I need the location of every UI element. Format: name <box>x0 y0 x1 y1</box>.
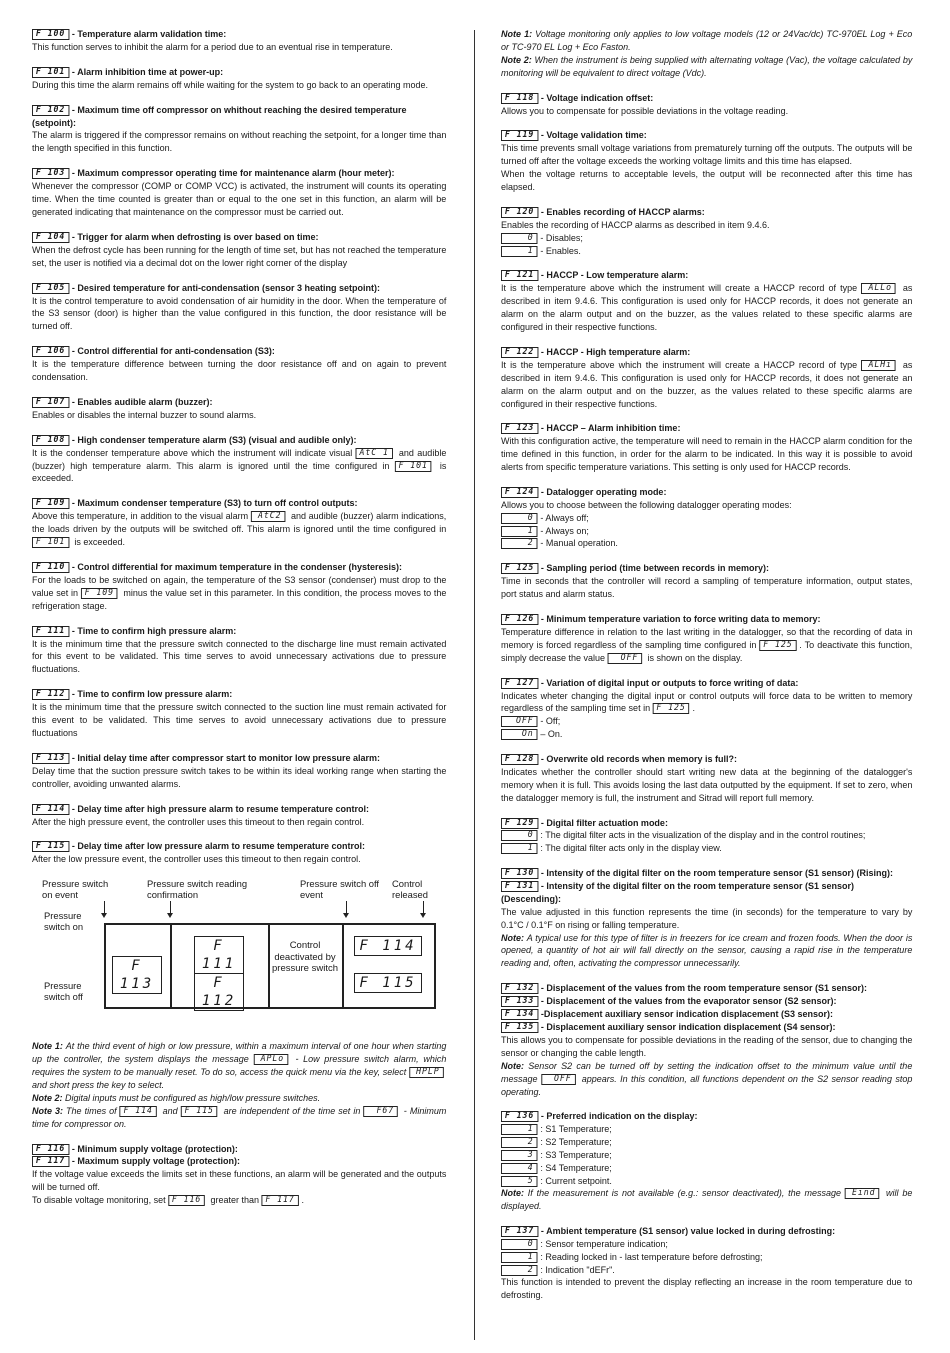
section-title: - Ambient temperature (S1 sensor) value locked in during defrosting: <box>540 1225 836 1237</box>
lcd-code: F 109 <box>81 588 118 599</box>
option-line <box>501 842 912 855</box>
option-line <box>501 1123 912 1136</box>
section-title: - HACCP - High temperature alarm: <box>540 345 691 357</box>
option-text: : S3 Temperature; <box>540 1148 612 1160</box>
diagram-arrow <box>423 901 424 915</box>
lcd-code: F 103 <box>32 168 69 179</box>
diagram-lcd: F 115 <box>354 973 422 993</box>
section-title: - Delay time after high pressure alarm to resume temperature control: <box>71 802 370 814</box>
section-heading <box>32 231 446 244</box>
option-text: - Off; <box>540 715 561 727</box>
section-heading <box>32 625 446 638</box>
section-title: - Alarm inhibition time at power-up: <box>71 65 224 77</box>
section-title: -Displacement auxiliary sensor indication displacement (S3 sensor): <box>540 1008 834 1020</box>
section-body: It is the temperature above which the instrument will create a HACCP record of type ALLo as described in item 9.4.6. This configuration is used only for HACCP records, it does not generate an alarm on the alarm output and on the buzzer, as the values related to these specific alarms are configured in their respective functions. <box>501 282 913 332</box>
lcd-code: F 111 <box>32 626 69 637</box>
option-text: : Reading locked in - last temperature before defrosting; <box>540 1250 763 1262</box>
note: Note 1: At the third event of high or low pressure, within a maximum interval of one hour when starting up the controller, the system displays the message APLo - Low pressure switch alarm, which requires the system to be manually reset. To do so, access the quick menu via the key, select HPLP and short press the key to select. <box>32 1040 447 1090</box>
lcd-code: F 102 <box>32 105 69 116</box>
parameter-section <box>501 422 912 474</box>
option-line <box>501 1175 912 1188</box>
lcd-code: F 114 <box>32 804 69 815</box>
diagram-top-label: Pressure switch off event <box>300 878 380 901</box>
section-body: This time prevents small voltage variations from prematurely turning off the outputs. The outputs will be turned off after the voltage exceeds the working voltage limits and this time has elapsed. <box>501 142 913 167</box>
option-text: : Current setpoint. <box>540 1174 612 1186</box>
diagram-arrow <box>170 901 171 915</box>
section-body: During this time the alarm remains off while waiting for the system to go back to an operating mode. <box>32 78 429 90</box>
section-heading <box>501 982 912 995</box>
lcd-code: F 108 <box>32 435 69 446</box>
lcd-code: F 119 <box>501 130 538 141</box>
section-body: Indicates wheter changing the digital input or control outputs will force data to be written to memory regardless of the sampling time set in F 125 . <box>501 689 913 714</box>
section-title: - Overwrite old records when memory is full?: <box>540 752 737 764</box>
parameter-section <box>32 66 446 92</box>
parameter-section <box>32 688 446 740</box>
section-body: This function serves to inhibit the alarm for a period due to an eventual rise in temperature. <box>32 40 393 52</box>
option-line <box>501 1149 912 1162</box>
lcd-code: OFF <box>608 653 643 664</box>
preferred-indication-section <box>501 1110 912 1213</box>
option-text: : Indication "dEFr". <box>540 1263 615 1275</box>
lcd-code: 4 <box>501 1163 537 1174</box>
option-line <box>501 1136 912 1149</box>
defrost-lock-section <box>501 1225 912 1302</box>
note: Note 2: Digital inputs must be configured as high/low pressure switches. <box>32 1091 321 1103</box>
diagram-top-label: Pressure switch on event <box>42 878 109 901</box>
option-line <box>501 1238 912 1251</box>
lcd-code: 2 <box>501 1265 537 1276</box>
section-body: Allows you to compensate for possible deviations in the voltage reading. <box>501 104 789 116</box>
parameter-section <box>32 282 446 334</box>
section-heading <box>501 880 912 906</box>
lcd-code: 5 <box>501 1176 537 1187</box>
lcd-code: HPLP <box>409 1067 444 1078</box>
section-title: - Maximum compressor operating time for maintenance alarm (hour meter): <box>71 167 395 179</box>
lcd-code: F67 <box>363 1106 398 1117</box>
lcd-code: On <box>501 729 537 740</box>
lcd-code: F 106 <box>32 346 69 357</box>
section-title: - High condenser temperature alarm (S3) (visual and audible only): <box>71 433 357 445</box>
lcd-code: F 125 <box>653 703 690 714</box>
parameter-section <box>501 269 912 334</box>
lcd-code: 0 <box>501 513 537 524</box>
section-heading <box>501 92 912 105</box>
note: Note 1: Voltage monitoring only applies to low voltage models (12 or 24Vac/dc) TC-970EL Log + Eco or TC-970 EL Log + Eco Faston. <box>501 28 913 52</box>
lcd-code: F 109 <box>32 498 69 509</box>
lcd-code: F 123 <box>501 423 538 434</box>
section-heading <box>501 562 912 575</box>
note-label: Note 1: <box>32 1040 66 1052</box>
section-body: It is the minimum time that the pressure switch connected to the suction line must remain activated for this event to be validated. This time serves to avoid unnecessary activations due to pressure fluctuations <box>32 701 447 738</box>
section-body: To disable voltage monitoring, set F 116 greater than F 117 . <box>32 1194 304 1206</box>
diagram-arrow <box>346 901 347 915</box>
section-title: - Initial delay time after compressor start to monitor low pressure alarm: <box>71 751 381 763</box>
section-heading <box>32 282 446 295</box>
diagram-lcd: F 114 <box>354 936 422 956</box>
section-body: Whenever the compressor (COMP or COMP VCC) is activated, the instrument will counts its operating time. When the time counted is greater than or equal to the one set in this function, an alarm will be generated indicating that maintenance on the compressor must be carried out. <box>32 180 447 217</box>
diagram-lcd: F 113 <box>112 956 162 994</box>
lcd-code: 0 <box>501 830 537 841</box>
note-label: Note 3: <box>32 1104 67 1116</box>
note-label: Note: <box>501 1059 529 1071</box>
diagram-side-on: Pressure switch on <box>44 910 84 933</box>
lcd-code: AtC 1 <box>356 448 393 459</box>
lcd-code: F 115 <box>32 841 69 852</box>
option-text: : S2 Temperature; <box>540 1136 612 1148</box>
lcd-code: ALHi <box>861 360 896 371</box>
section-heading <box>501 422 912 435</box>
parameter-section <box>501 346 912 411</box>
parameter-section <box>501 613 912 665</box>
section-title: - Voltage indication offset: <box>540 91 654 103</box>
lcd-code: F 105 <box>32 283 69 294</box>
lcd-code: F 136 <box>501 1111 538 1122</box>
note-label: Note 2: <box>32 1091 66 1103</box>
option-line <box>501 1251 912 1264</box>
section-body: Indicates whether the controller should start writing new data at the beginning of the datalogger's memory when it is full. This avoids losing the last data outputted by the equipment. If set to zero, when the datalogger memory is full, the instrument and Sitrad will report full memory. <box>501 765 913 803</box>
option-line <box>501 1264 912 1277</box>
lcd-code: 1 <box>501 1252 537 1263</box>
lcd-code: F 137 <box>501 1226 538 1237</box>
section-heading <box>32 434 446 447</box>
diagram-arrow <box>104 901 105 915</box>
filter-intensity-section <box>501 867 912 970</box>
section-title: - Displacement of the values from the room temperature sensor (S1 sensor): <box>540 982 868 994</box>
lcd-code: F 115 <box>181 1106 218 1117</box>
lcd-code: OFF <box>541 1074 576 1085</box>
lcd-code: 0 <box>501 233 537 244</box>
section-heading <box>32 396 446 409</box>
lcd-code: AtC2 <box>251 511 286 522</box>
lcd-code: F 101 <box>395 461 432 472</box>
parameter-section <box>501 562 912 601</box>
note-label: Note: <box>501 931 527 943</box>
section-body: Enables or disables the internal buzzer to sound alarms. <box>32 408 257 420</box>
section-heading <box>501 1110 912 1123</box>
option-line <box>501 525 912 538</box>
option-line <box>501 245 912 258</box>
lcd-code: F 107 <box>32 397 69 408</box>
section-title: - Maximum supply voltage (protection): <box>71 1155 240 1167</box>
lcd-code: F 133 <box>501 996 538 1007</box>
section-heading <box>501 1021 912 1034</box>
lcd-code: F 125 <box>501 563 538 574</box>
lcd-code: F 125 <box>759 640 796 651</box>
displacement-section <box>501 982 912 1098</box>
lcd-code: APLo <box>253 1054 288 1065</box>
lcd-code: F 117 <box>32 1156 69 1167</box>
supply-section <box>32 1143 446 1208</box>
section-heading <box>32 803 446 816</box>
section-heading <box>32 561 446 574</box>
lcd-code: F 135 <box>501 1022 538 1033</box>
lcd-code: F 124 <box>501 487 538 498</box>
section-body: The value adjusted in this function represents the time (in seconds) for the temperature to vary by 0.1°C / 0.1°F on rising or falling temperature. <box>501 905 913 930</box>
lcd-code: F 114 <box>120 1106 157 1117</box>
section-title: - Temperature alarm validation time: <box>71 28 227 39</box>
section-title: - Datalogger operating mode: <box>540 486 667 498</box>
lcd-code: F 134 <box>501 1009 538 1020</box>
lcd-code: F 117 <box>262 1195 299 1206</box>
note: Note: A typical use for this type of filter is in freezers for ice cream and frozen foods. When the door is opened, a quantity of hot air will fall directly on the sensor, causing a rapid rise in the temperature reading and, often, activating the compressor unnecessarily. <box>501 931 913 969</box>
option-text: - Disables; <box>540 231 583 243</box>
section-body: It is the minimum time that the pressure switch connected to the discharge line must remain activated for this event to be validated. This time serves to avoid unnecessary activations due to pressure fluctuations. <box>32 637 447 675</box>
option-text: : Sensor temperature indication; <box>540 1238 668 1250</box>
lcd-code: 2 <box>501 1137 537 1148</box>
option-line <box>501 512 912 525</box>
left-column <box>32 28 447 1219</box>
section-heading <box>501 613 912 626</box>
parameter-section <box>32 28 446 54</box>
lcd-code: F 113 <box>32 753 69 764</box>
section-title: - Intensity of the digital filter on the room temperature sensor (S1 sensor) (Rising): <box>540 867 893 879</box>
section-heading <box>501 346 912 359</box>
section-body: The alarm is triggered if the compressor remains on without reaching the setpoint, for a longer time than the length specified in this function. <box>32 129 447 154</box>
option-text: : The digital filter acts in the visualization of the display and in the control routines; <box>540 829 866 841</box>
diagram-side-off: Pressure switch off <box>44 980 83 1003</box>
option-text: - Manual operation. <box>540 537 618 549</box>
section-title: - Control differential for maximum temperature in the condenser (hysteresis): <box>71 561 403 572</box>
section-heading <box>501 269 912 282</box>
section-body: It is the temperature difference between turning the door resistance off and on again to prevent condensation. <box>32 358 447 383</box>
lcd-code: F 101 <box>32 67 69 78</box>
note: Note: Sensor S2 can be turned off by setting the indication offset to the minimum value until the message OFF appears. In this condition, all functions dependent on the S2 sensor reading stop operating. <box>501 1059 913 1097</box>
section-title: - Voltage validation time: <box>540 129 647 141</box>
parameter-section <box>32 625 446 677</box>
section-heading <box>32 1155 446 1168</box>
lcd-code: F 128 <box>501 754 538 765</box>
section-heading <box>32 28 446 41</box>
lcd-code: F 120 <box>501 207 538 218</box>
section-body: Enables the recording of HACCP alarms as described in item 9.4.6. <box>501 218 770 230</box>
parameter-section <box>32 434 446 486</box>
section-heading <box>501 867 912 880</box>
option-line <box>501 537 912 550</box>
notes-block <box>32 1040 446 1130</box>
option-line <box>501 728 912 741</box>
section-body: It is the condenser temperature above which the instrument will indicate visual AtC 1 and audible (buzzer) high temperature alarm. This alarm is ignored until the time configured in F 101 is exceeded. <box>32 446 447 484</box>
section-body: It is the temperature above which the instrument will create a HACCP record of type ALHi as described in item 9.4.6. This configuration is used only for HACCP records, it does not generate an alarm on the alarm output and on the buzzer, as the values related to these specific alarms are configured in their respective functions. <box>501 358 913 409</box>
diagram-lcd: F 112 <box>194 973 244 1011</box>
parameter-section <box>32 396 446 422</box>
lcd-code: F 126 <box>501 614 538 625</box>
lcd-code: F 104 <box>32 232 69 243</box>
section-heading <box>501 817 912 830</box>
section-heading <box>501 753 912 766</box>
section-heading <box>501 995 912 1008</box>
section-heading <box>501 1008 912 1021</box>
lcd-code: F 121 <box>501 270 538 281</box>
lcd-code: 1 <box>501 246 537 257</box>
option-text: - Enables. <box>540 244 581 256</box>
section-title: - Minimum temperature variation to force writing data to memory: <box>540 612 821 624</box>
voltage-notes <box>501 28 912 80</box>
lcd-code: F 118 <box>501 93 538 104</box>
section-title: - Displacement of the values from the evaporator sensor (S2 sensor): <box>540 995 837 1007</box>
note-label: Note 2: <box>501 53 535 65</box>
option-text: : The digital filter acts only in the display view. <box>540 842 722 854</box>
section-heading <box>501 677 912 690</box>
section-title: - Digital filter actuation mode: <box>540 816 668 828</box>
diagram-top-label: Control released <box>392 878 428 901</box>
section-heading <box>32 345 446 358</box>
section-body: If the voltage value exceeds the limits set in these functions, an alarm will be generated and the outputs will be turned off. <box>32 1168 447 1193</box>
section-title: - Delay time after low pressure alarm to resume temperature control: <box>71 840 366 852</box>
parameter-section <box>32 840 446 866</box>
parameter-section <box>501 206 912 257</box>
section-body: After the high pressure event, the controller uses this timeout to then regain control. <box>32 815 365 827</box>
right-column <box>501 28 913 1314</box>
option-text: : S4 Temperature; <box>540 1161 612 1173</box>
section-body: This function is intended to prevent the display reflecting an increase in the room temperature due to defrosting. <box>501 1276 913 1301</box>
section-title: - Sampling period (time between records in memory): <box>540 562 769 574</box>
option-text: - Always off; <box>540 511 589 523</box>
note-label: Note 1: <box>501 28 536 39</box>
note: Note 3: The times of F 114 and F 115 are independent of the time set in F67 - Minimum time for compressor on. <box>32 1104 447 1129</box>
lcd-code: OFF <box>501 716 537 727</box>
parameter-section <box>501 129 912 194</box>
option-line <box>501 829 912 842</box>
section-title: - Desired temperature for anti-condensation (sensor 3 heating setpoint): <box>71 281 380 293</box>
section-title: - Enables audible alarm (buzzer): <box>71 395 213 407</box>
lcd-code: F 110 <box>32 562 69 573</box>
parameter-section <box>32 803 446 829</box>
note: Note: If the measurement is not available (e.g.: sensor deactivated), the message Eind will be displayed. <box>501 1187 913 1212</box>
diagram-lcd: F 111 <box>194 936 244 974</box>
section-heading <box>32 104 446 130</box>
section-title: - Enables recording of HACCP alarms: <box>540 205 705 217</box>
section-heading <box>32 167 446 180</box>
parameter-section <box>501 753 912 805</box>
section-title: - Control differential for anti-condensation (S3): <box>71 345 275 357</box>
lcd-code: F 101 <box>32 537 69 548</box>
section-body: Delay time that the suction pressure switch takes to be within its ideal working range when starting the controller, avoiding unwanted alarms. <box>32 764 447 789</box>
section-title: - Time to confirm low pressure alarm: <box>71 688 233 700</box>
section-title: - Maximum condenser temperature (S3) to turn off control outputs: <box>71 497 358 509</box>
parameter-section <box>32 497 446 549</box>
section-body: When the voltage returns to acceptable levels, the output will be reconnected after this time has elapsed. <box>501 168 913 193</box>
section-body: Above this temperature, in addition to the visual alarm AtC2 and audible (buzzer) alarm indications, the loads driven by the outputs will be switched off. This alarm is ignored until the time configured in F 101 is exceeded. <box>32 510 447 548</box>
section-heading <box>32 688 446 701</box>
section-title: - Displacement auxiliary sensor indication displacement (S4 sensor): <box>540 1021 836 1033</box>
section-body: Time in seconds that the controller will record a sampling of temperature information, output states, port status and alarm status. <box>501 575 913 600</box>
section-body: When the defrost cycle has been running for the length of time set, but has not reached the temperature set, the user is notified via a decimal dot on the lower right corner of the display <box>32 243 447 268</box>
section-body: This allows you to compensate for possible deviations in the reading of the sensor, due to changing the sensor or changing the cable length. <box>501 1033 913 1058</box>
section-heading <box>501 129 912 142</box>
lcd-code: F 131 <box>501 881 538 892</box>
section-heading <box>32 840 446 853</box>
parameter-section <box>32 561 446 613</box>
section-heading <box>32 1143 446 1156</box>
section-heading <box>32 66 446 79</box>
section-body: With this configuration active, the temperature will need to remain in the HACCP alarm condition for the time defined in this function, in order for the alarm to be indicated. In this way it is possible to avoid alerts from specific temperature variations. This setting is only used for HACCP records. <box>501 435 913 473</box>
section-body: Allows you to choose between the following datalogger operating modes: <box>501 498 792 510</box>
parameter-section <box>501 92 912 118</box>
parameter-section <box>32 345 446 384</box>
lcd-code: F 132 <box>501 983 538 994</box>
note-label: Note: <box>501 1187 528 1199</box>
section-body: It is the control temperature to avoid condensation of air humidity in the door. When the temperature of the S3 sensor (door) is higher than the value configured in this function, the door resistance will be turned off. <box>32 294 447 332</box>
parameter-section <box>32 231 446 270</box>
section-heading <box>501 206 912 219</box>
parameter-section <box>32 752 446 791</box>
section-heading <box>501 1225 912 1238</box>
section-body: After the low pressure event, the controller uses this timeout to then regain control. <box>32 853 361 865</box>
option-text: : S1 Temperature; <box>540 1123 612 1135</box>
lcd-code: ALLo <box>861 283 896 294</box>
section-heading <box>32 497 446 510</box>
section-title: - Minimum supply voltage (protection): <box>71 1142 238 1154</box>
parameter-section <box>501 677 912 741</box>
lcd-code: 0 <box>501 1239 537 1250</box>
section-title: - Intensity of the digital filter on the room temperature sensor (S1 sensor) (Descending): <box>501 879 854 904</box>
lcd-code: Eind <box>845 1188 880 1199</box>
lcd-code: F 122 <box>501 347 538 358</box>
lcd-code: F 127 <box>501 678 538 689</box>
section-body: Temperature difference in relation to the last writing in the datalogger, so that the recording of data in memory is forced regardless of the sampling time configured in F 125 . To deactivate this function, simply decrease the value OFF is shown on the display. <box>501 625 913 663</box>
section-heading <box>32 752 446 765</box>
section-title: - HACCP - Low temperature alarm: <box>540 269 689 281</box>
section-title: - Trigger for alarm when defrosting is over based on time: <box>71 230 319 242</box>
diagram-top-label: Pressure switch reading confirmation <box>147 878 248 901</box>
lcd-code: F 112 <box>32 689 69 700</box>
pressure-diagram <box>32 878 447 1028</box>
option-line <box>501 232 912 245</box>
section-body: For the loads to be switched on again, the temperature of the S3 sensor (condenser) must drop to the value set in F 109 minus the value set in this parameter. In this condition, the process moves to the refrigeration stage. <box>32 573 447 611</box>
section-title: - Time to confirm high pressure alarm: <box>71 624 237 636</box>
lcd-code: 3 <box>501 1150 537 1161</box>
note: Note 2: When the instrument is being supplied with alternating voltage (Vac), the voltage calculated by monitoring will be equivalent to direct voltage (Vdc). <box>501 53 913 78</box>
parameter-section <box>501 486 912 550</box>
option-text: - Always on; <box>540 524 589 536</box>
option-text: – On. <box>540 728 563 740</box>
diagram-middle-text: Control deactivated by pressure switch <box>272 940 338 975</box>
lcd-code: F 130 <box>501 868 538 879</box>
parameter-section <box>501 817 912 856</box>
lcd-code: F 116 <box>32 1144 69 1155</box>
option-line <box>501 715 912 728</box>
section-title: - Variation of digital input or outputs to force writing of data: <box>540 676 799 688</box>
section-title: - Maximum time off compressor on whithout reaching the desired temperature (setpoint): <box>32 103 407 128</box>
lcd-code: 1 <box>501 526 537 537</box>
lcd-code: 2 <box>501 538 537 549</box>
section-heading <box>501 486 912 499</box>
lcd-code: F 129 <box>501 818 538 829</box>
lcd-code: F 116 <box>168 1195 205 1206</box>
section-title: - Preferred indication on the display: <box>540 1110 698 1122</box>
section-title: - HACCP – Alarm inhibition time: <box>540 422 681 434</box>
parameter-section <box>32 167 446 219</box>
lcd-code: 1 <box>501 843 537 854</box>
option-line <box>501 1162 912 1175</box>
lcd-code: F 100 <box>32 29 69 40</box>
column-divider <box>474 30 475 1340</box>
lcd-code: 1 <box>501 1124 537 1135</box>
parameter-section <box>32 104 446 156</box>
